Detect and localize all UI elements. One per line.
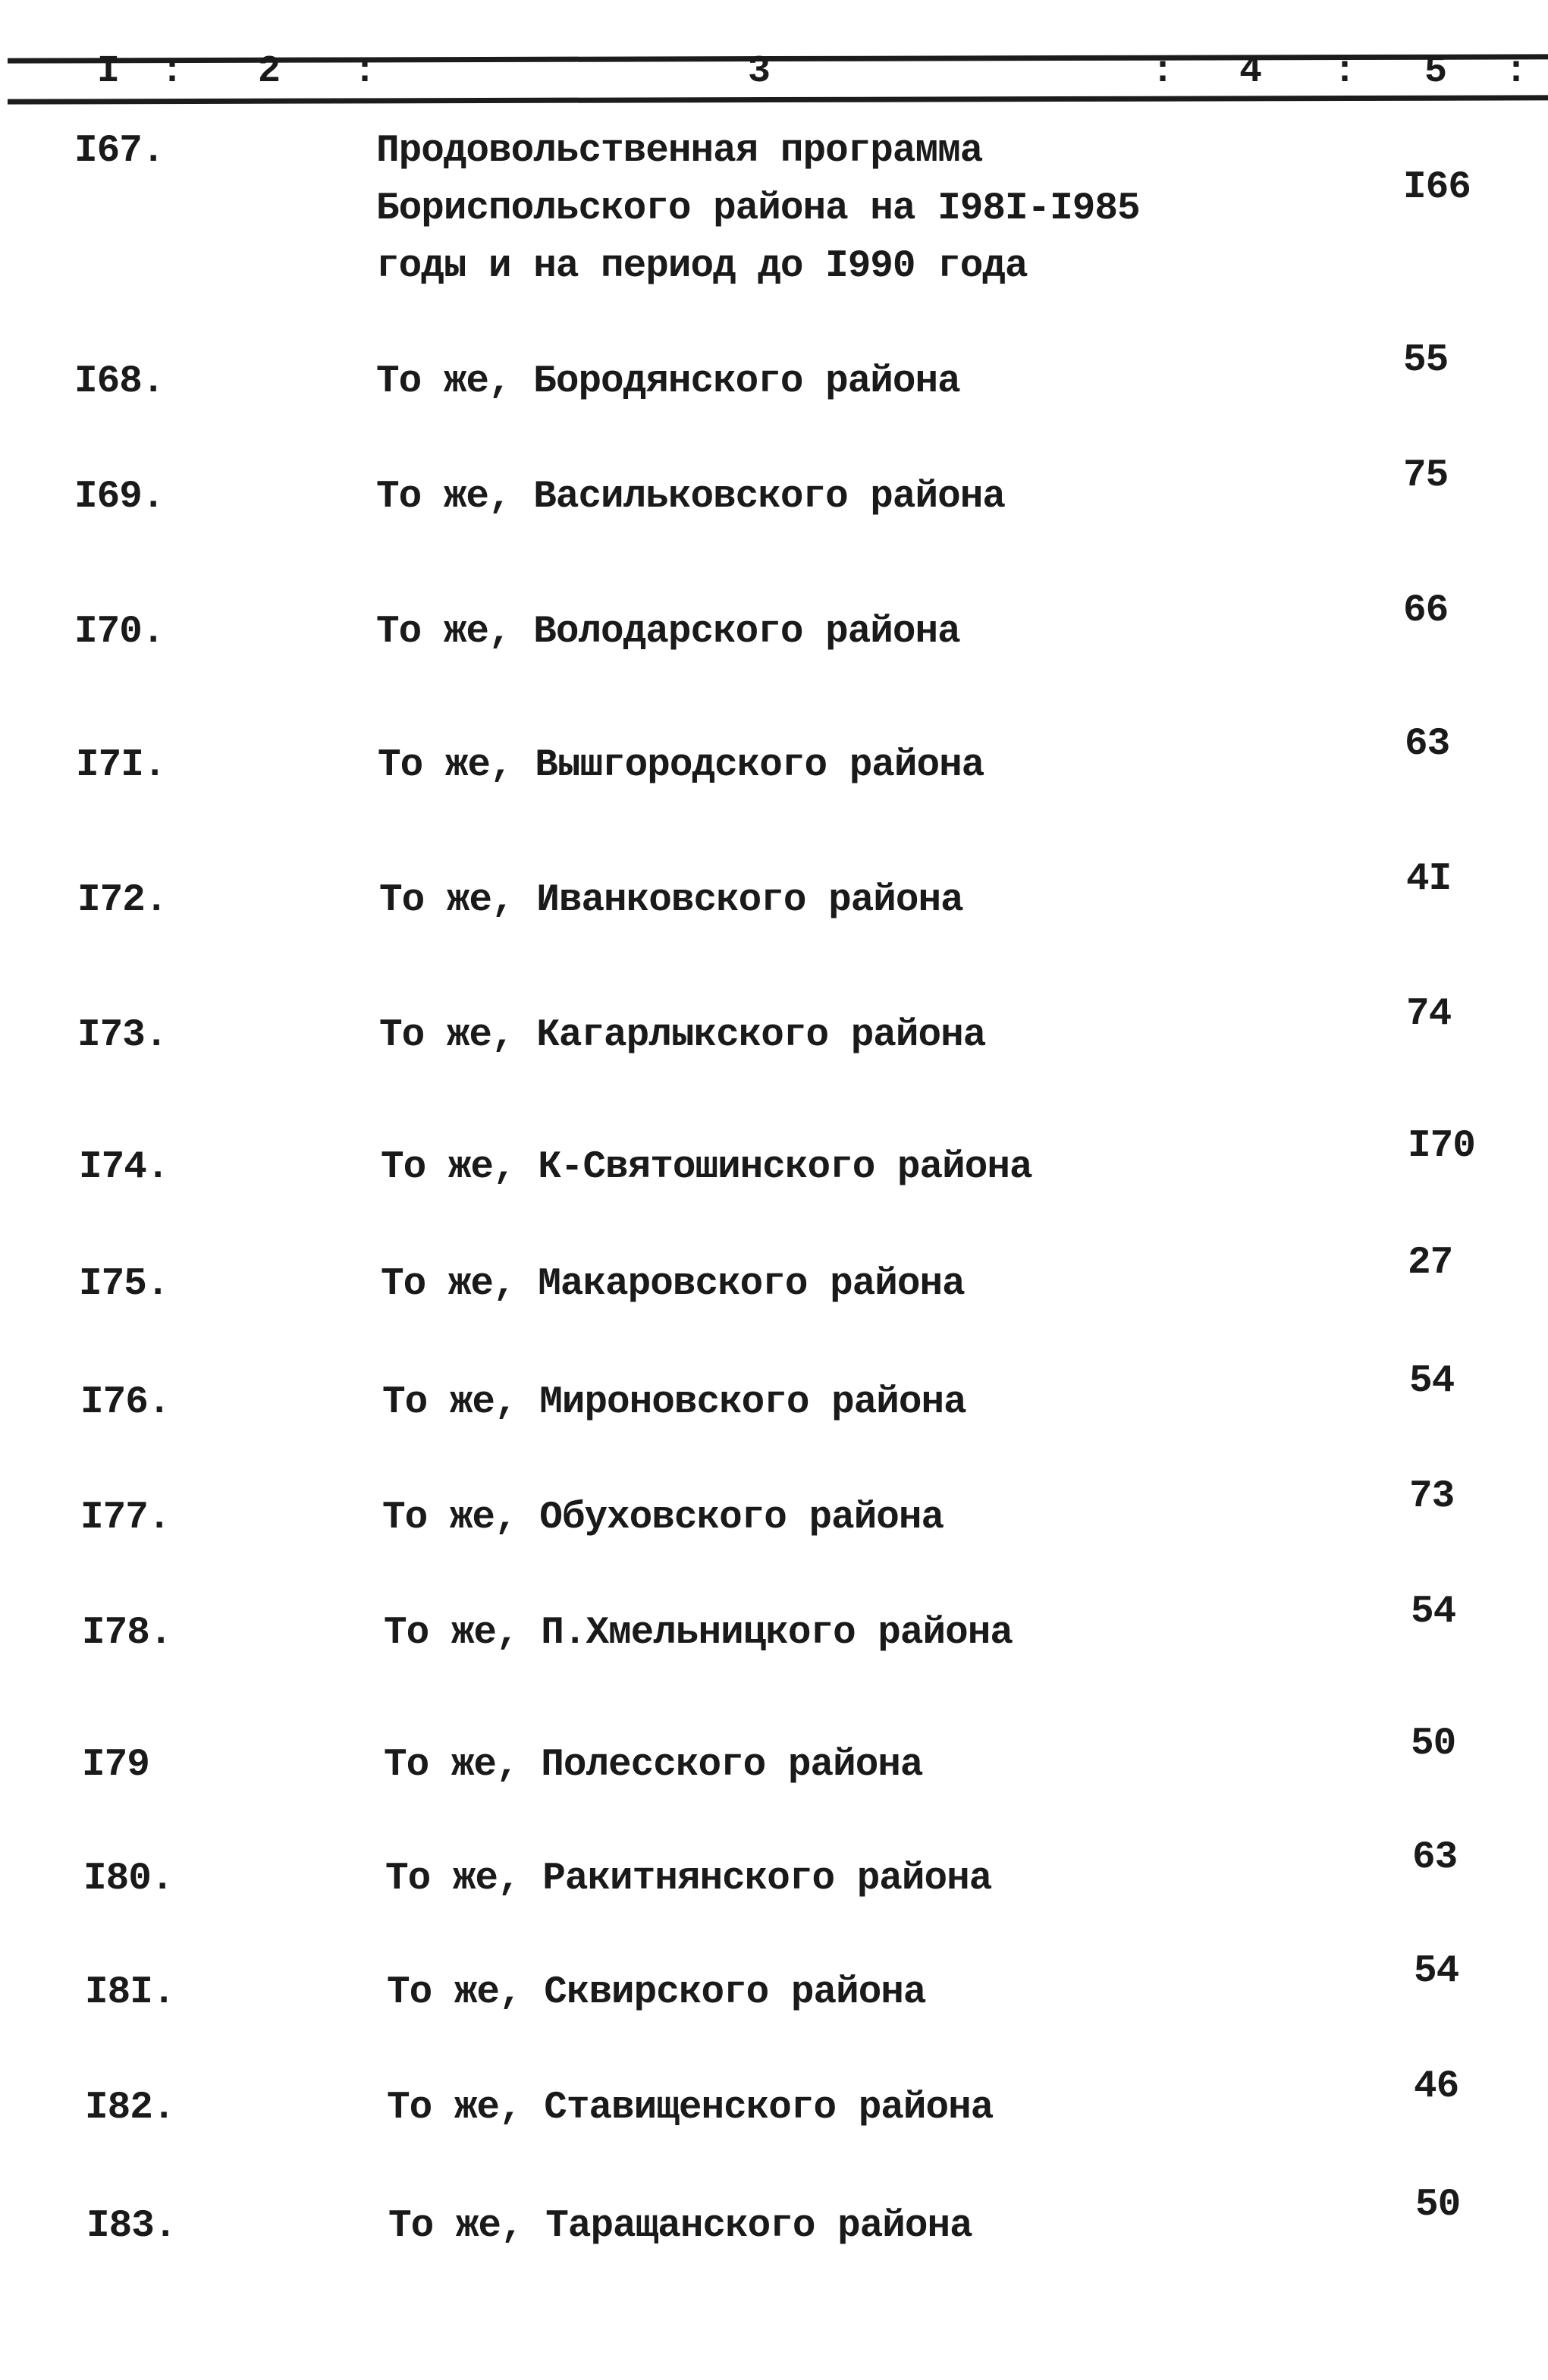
- item-number: I73.: [77, 1014, 168, 1057]
- column-separator: :: [1151, 50, 1175, 93]
- item-title-line: То же, Ставищенского района: [387, 2086, 994, 2130]
- item-title-line: То же, Сквирского района: [387, 1971, 926, 2014]
- item-title-line: То же, Васильковского района: [376, 476, 1005, 519]
- item-number: I79: [82, 1744, 149, 1787]
- item-number: I77.: [80, 1496, 171, 1540]
- item-number: I75.: [79, 1263, 169, 1306]
- item-number: I72.: [77, 879, 168, 922]
- column-header-5: 5: [1424, 50, 1448, 93]
- sheet-count: 75: [1403, 454, 1449, 498]
- sheet-count: 54: [1411, 1590, 1456, 1634]
- sheet-count: 54: [1409, 1360, 1455, 1403]
- item-title-line: То же, Бородянского района: [376, 360, 960, 403]
- column-header-2: 2: [258, 50, 281, 93]
- item-title-line: То же, Володарского района: [376, 611, 960, 654]
- sheet-count: 50: [1415, 2184, 1461, 2227]
- sheet-count: 63: [1405, 723, 1450, 766]
- item-title-line: То же, Вышгородского района: [378, 744, 984, 787]
- header-bottom-rule: [8, 95, 1548, 104]
- sheet-count: 73: [1409, 1475, 1455, 1518]
- item-number: I67.: [74, 130, 165, 173]
- item-title-line: Бориспольского района на I98I-I985: [376, 187, 1140, 231]
- column-separator: :: [161, 50, 184, 93]
- sheet-count: 63: [1412, 1836, 1458, 1879]
- column-separator: :: [353, 50, 377, 93]
- item-number: I8I.: [85, 1971, 175, 2014]
- item-title-line: То же, Полесского района: [384, 1744, 923, 1787]
- item-title-line: То же, Таращанского района: [388, 2205, 972, 2248]
- item-number: I80.: [83, 1857, 174, 1901]
- sheet-count: 46: [1414, 2065, 1459, 2108]
- sheet-count: I70: [1408, 1125, 1475, 1168]
- item-title-line: То же, Мироновского района: [382, 1381, 966, 1424]
- sheet-count: 74: [1406, 993, 1452, 1036]
- sheet-count: 55: [1403, 339, 1449, 382]
- item-title-line: То же, Ракитнянского района: [385, 1857, 992, 1901]
- column-header-1: I: [97, 50, 121, 93]
- column-separator: :: [1333, 50, 1357, 93]
- item-number: I76.: [80, 1381, 171, 1424]
- item-number: I69.: [74, 476, 165, 519]
- sheet-count: 66: [1403, 589, 1449, 633]
- item-number: I68.: [74, 360, 165, 403]
- sheet-count: 27: [1408, 1242, 1453, 1285]
- sheet-count: 4I: [1406, 858, 1452, 901]
- item-title-line: То же, К-Святошинского района: [381, 1146, 1032, 1189]
- item-number: I70.: [74, 611, 165, 654]
- item-number: I82.: [85, 2086, 175, 2130]
- item-number: I74.: [79, 1146, 169, 1189]
- item-number: I83.: [86, 2205, 177, 2248]
- item-number: I7I.: [76, 744, 166, 787]
- item-title-line: То же, Макаровского района: [381, 1263, 965, 1306]
- sheet-count: 50: [1411, 1722, 1456, 1766]
- header-top-rule: [8, 54, 1548, 63]
- item-number: I78.: [82, 1612, 172, 1655]
- sheet-count: I66: [1403, 166, 1471, 209]
- sheet-count: 54: [1414, 1950, 1459, 1993]
- item-title-line: То же, Иванковского района: [379, 879, 963, 922]
- item-title-line: То же, П.Хмельницкого района: [384, 1612, 1013, 1655]
- column-header-3: 3: [748, 50, 771, 93]
- item-title-line: Продовольственная программа: [376, 130, 983, 173]
- column-header-4: 4: [1239, 50, 1263, 93]
- item-title-line: То же, Кагарлыкского района: [379, 1014, 986, 1057]
- column-separator: :: [1505, 50, 1528, 93]
- item-title-line: годы и на период до I990 года: [376, 245, 1028, 288]
- item-title-line: То же, Обуховского района: [382, 1496, 944, 1540]
